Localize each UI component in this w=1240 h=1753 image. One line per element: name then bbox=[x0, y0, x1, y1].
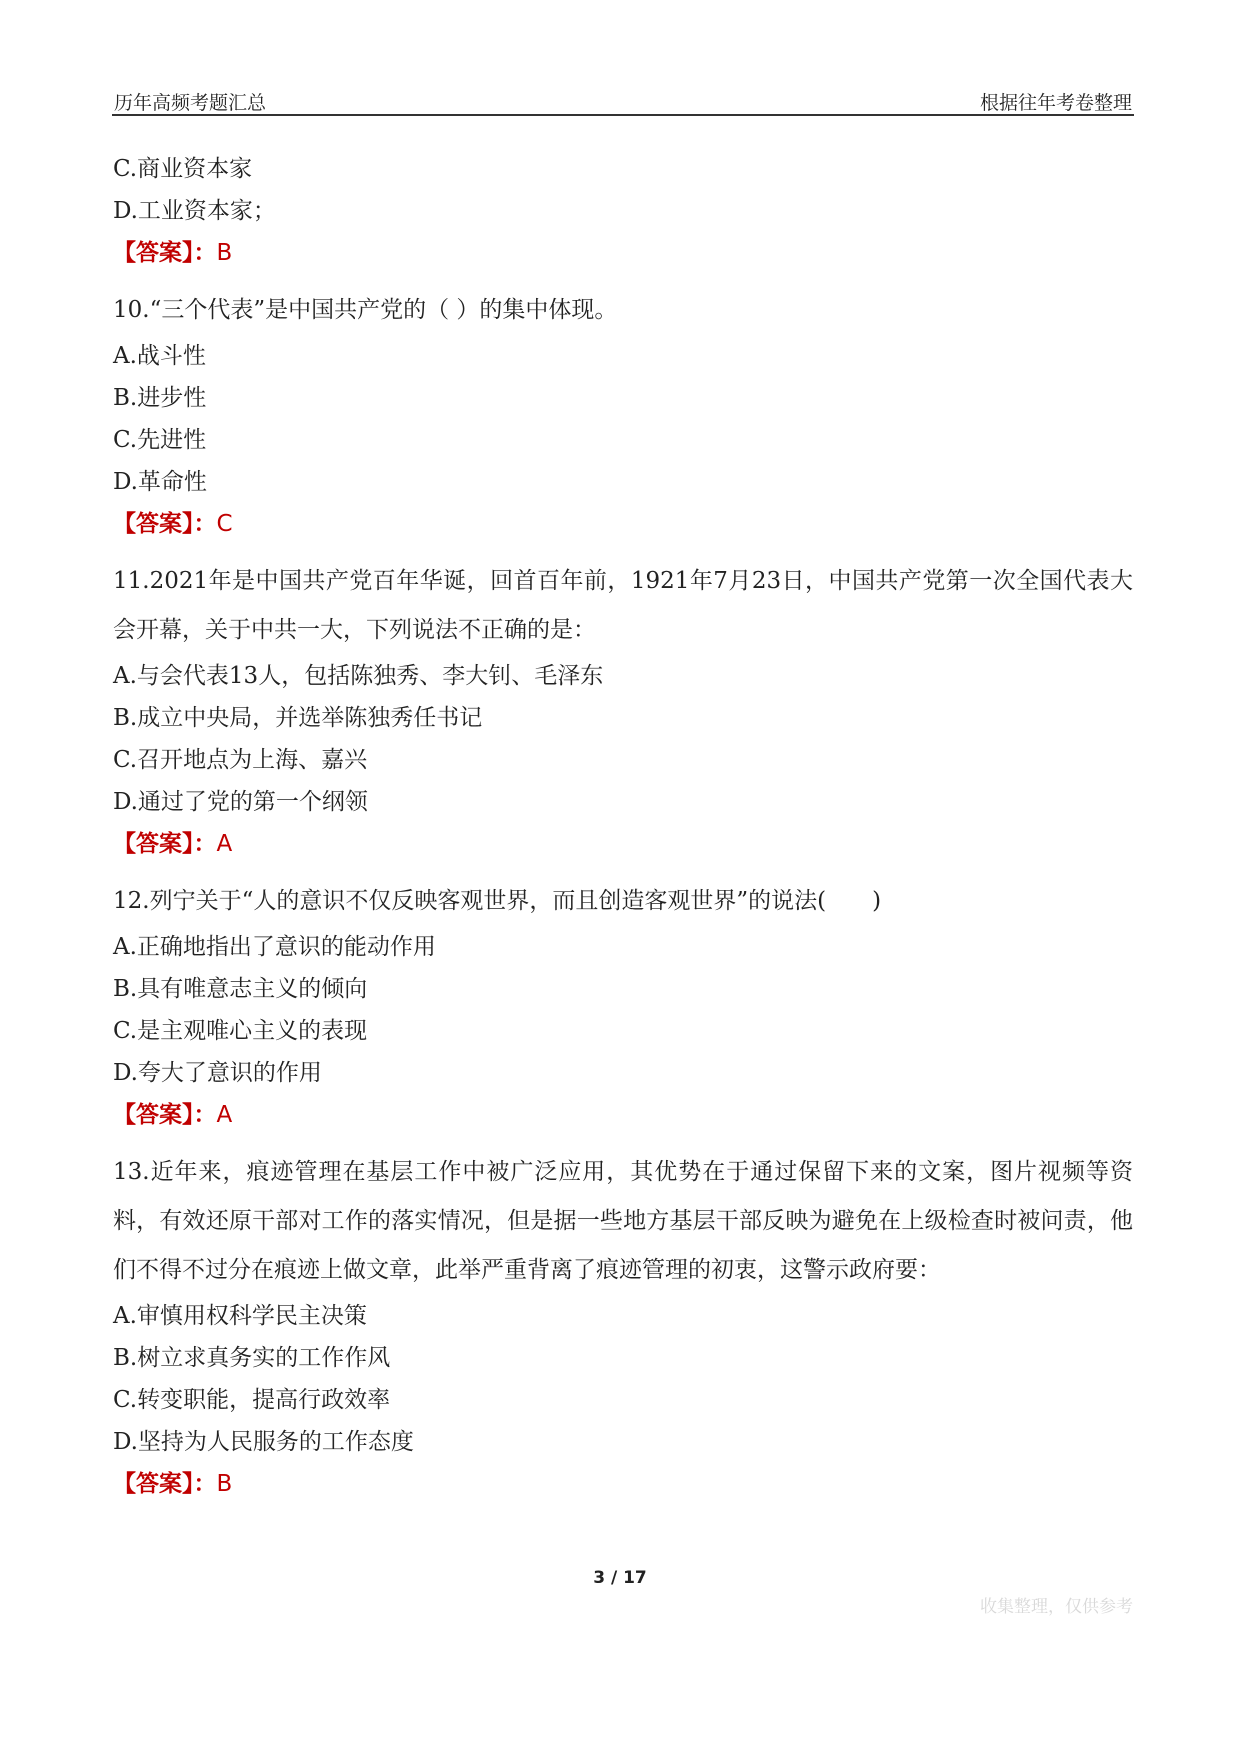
question-block bbox=[113, 877, 1133, 1136]
option-line: A.战斗性 bbox=[113, 343, 206, 369]
option-line: A.审慎用权科学民主决策 bbox=[113, 1303, 367, 1329]
question-block bbox=[113, 1148, 1133, 1505]
option-line: D.坚持为人民服务的工作态度 bbox=[113, 1429, 414, 1455]
answer-line bbox=[113, 1463, 1133, 1505]
question-block bbox=[113, 286, 1133, 545]
option-line: D.革命性 bbox=[113, 469, 207, 495]
option-line: C.转变职能，提高行政效率 bbox=[113, 1387, 391, 1413]
answer-value: B bbox=[216, 1471, 233, 1497]
option-line: B.进步性 bbox=[113, 385, 207, 411]
option-line: A.正确地指出了意识的能动作用 bbox=[113, 934, 436, 960]
question-stem: 13.近年来，痕迹管理在基层工作中被广泛应用，其优势在于通过保留下来的文案，图片视频等资料，有效还原干部对工作的落实情况，但是据一些地方基层干部反映为避免在上级检查时被问责，他们不得不过分在痕迹上做文章，此举严重背离了痕迹管理的初衷，这警示政府要： bbox=[113, 1159, 1133, 1283]
page-number: 3 / 17 bbox=[593, 1568, 647, 1588]
answer-label: 【答案】： bbox=[113, 1471, 217, 1497]
question-stem: 12.列宁关于“人的意识不仅反映客观世界，而且创造客观世界”的说法( ) bbox=[113, 888, 882, 914]
page-content bbox=[113, 148, 1133, 1505]
option-line: C.是主观唯心主义的表现 bbox=[113, 1018, 368, 1044]
question-stem: 11.2021年是中国共产党百年华诞，回首百年前，1921年7月23日，中国共产党第一次全国代表大会开幕，关于中共一大，下列说法不正确的是： bbox=[113, 568, 1133, 643]
option-line: C.召开地点为上海、嘉兴 bbox=[113, 747, 368, 773]
answer-line bbox=[113, 503, 1133, 545]
prev-question-block bbox=[113, 148, 1133, 274]
answer-label: 【答案】： bbox=[113, 240, 217, 266]
answer-value: A bbox=[216, 831, 233, 857]
answer-value: A bbox=[216, 1102, 233, 1128]
option-line: D.通过了党的第一个纲领 bbox=[113, 789, 368, 815]
option-line: B.成立中央局，并选举陈独秀任书记 bbox=[113, 705, 483, 731]
answer-label: 【答案】： bbox=[113, 831, 217, 857]
option-line: D.工业资本家； bbox=[113, 198, 276, 224]
answer-value: C bbox=[216, 511, 233, 537]
answer-label: 【答案】： bbox=[113, 1102, 217, 1128]
option-line: D.夸大了意识的作用 bbox=[113, 1060, 322, 1086]
watermark-text: 收集整理，仅供参考 bbox=[980, 1597, 1133, 1617]
option-line: C.商业资本家 bbox=[113, 156, 253, 182]
answer-line bbox=[113, 232, 1133, 274]
question-block bbox=[113, 557, 1133, 865]
answer-value: B bbox=[216, 240, 233, 266]
option-line: A.与会代表13人，包括陈独秀、李大钊、毛泽东 bbox=[113, 663, 604, 689]
header-right-title: 根据往年考卷整理 bbox=[979, 92, 1132, 114]
answer-line bbox=[113, 823, 1133, 865]
option-line: B.树立求真务实的工作作风 bbox=[113, 1345, 391, 1371]
option-line: B.具有唯意志主义的倾向 bbox=[113, 976, 368, 1002]
header-left-title: 历年高频考题汇总 bbox=[114, 92, 267, 114]
question-stem: 10.“三个代表”是中国共产党的（ ）的集中体现。 bbox=[113, 297, 618, 323]
answer-line bbox=[113, 1094, 1133, 1136]
option-line: C.先进性 bbox=[113, 427, 207, 453]
page-header bbox=[112, 84, 1134, 116]
answer-label: 【答案】： bbox=[113, 511, 217, 537]
